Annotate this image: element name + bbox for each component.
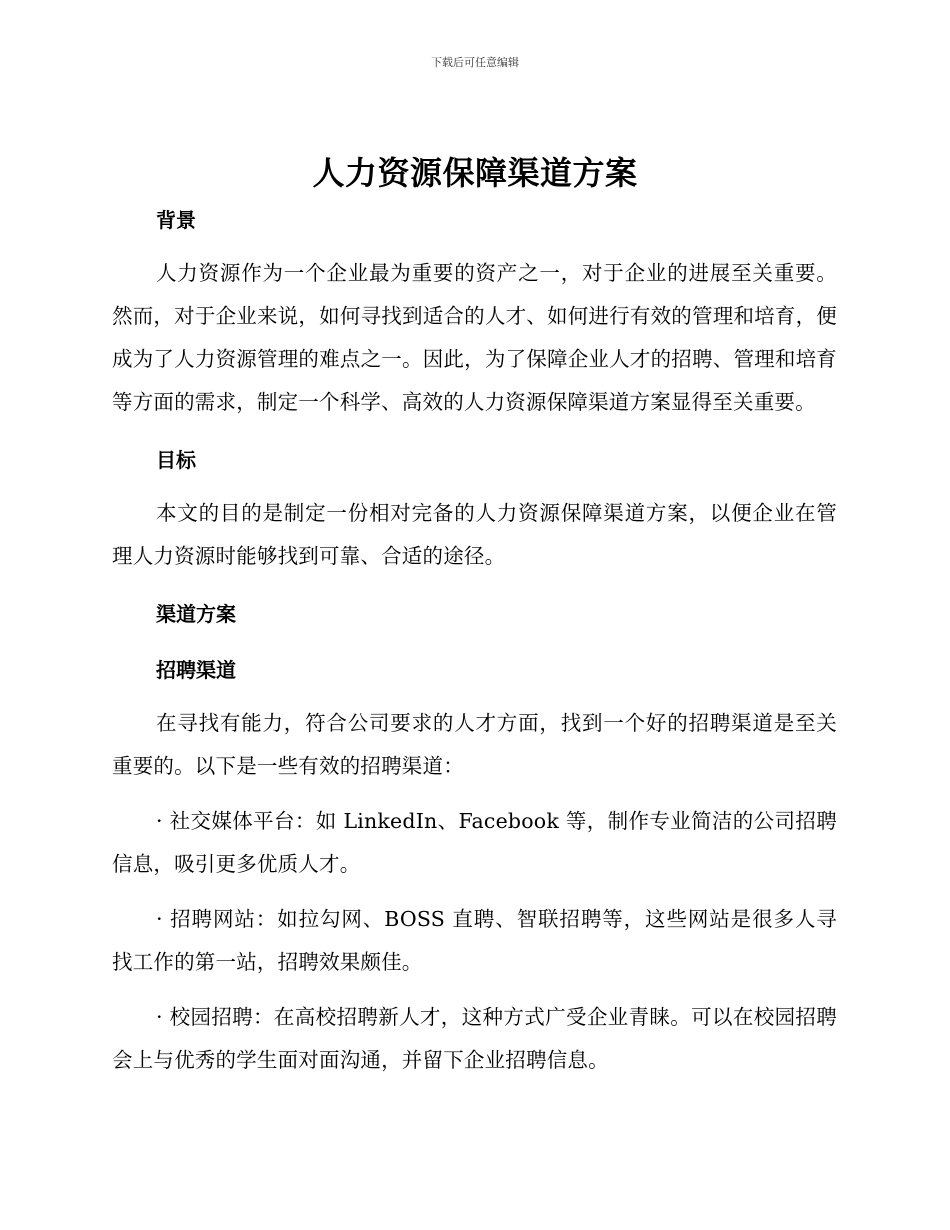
list-item-campus-recruitment: · 校园招聘：在高校招聘新人才，这种方式广受企业青睐。可以在校园招聘会上与优秀的学生面对面沟通，并留下企业招聘信息。 [112,1005,837,1072]
paragraph-goal: 本文的目的是制定一份相对完备的人力资源保障渠道方案，以便企业在管理人力资源时能够找到可靠、合适的途径。 [112,501,837,568]
heading-channel-plan: 渠道方案 [156,602,236,626]
document-title: 人力资源保障渠道方案 [312,154,638,192]
heading-recruitment-channels: 招聘渠道 [156,658,236,682]
heading-background: 背景 [156,208,196,232]
list-item-social-media: · 社交媒体平台：如 LinkedIn、Facebook 等，制作专业简洁的公司招聘信息，吸引更多优质人才。 [112,809,837,876]
paragraph-background: 人力资源作为一个企业最为重要的资产之一，对于企业的进展至关重要。然而，对于企业来说，如何寻找到适合的人才、如何进行有效的管理和培育，便成为了人力资源管理的难点之一。因此，为了保障企业人才的招聘、管理和培育等方面的需求，制定一个科学、高效的人力资源保障渠道方案显得至关重要。 [112,261,837,414]
heading-goal: 目标 [156,448,196,472]
document-body [112,200,837,1082]
header-note: 下载后可任意编辑 [431,56,519,69]
list-item-job-websites: · 招聘网站：如拉勾网、BOSS 直聘、智联招聘等，这些网站是很多人寻找工作的第一站，招聘效果颇佳。 [112,907,837,974]
paragraph-recruitment-intro: 在寻找有能力，符合公司要求的人才方面，找到一个好的招聘渠道是至关重要的。以下是一些有效的招聘渠道： [112,711,837,778]
